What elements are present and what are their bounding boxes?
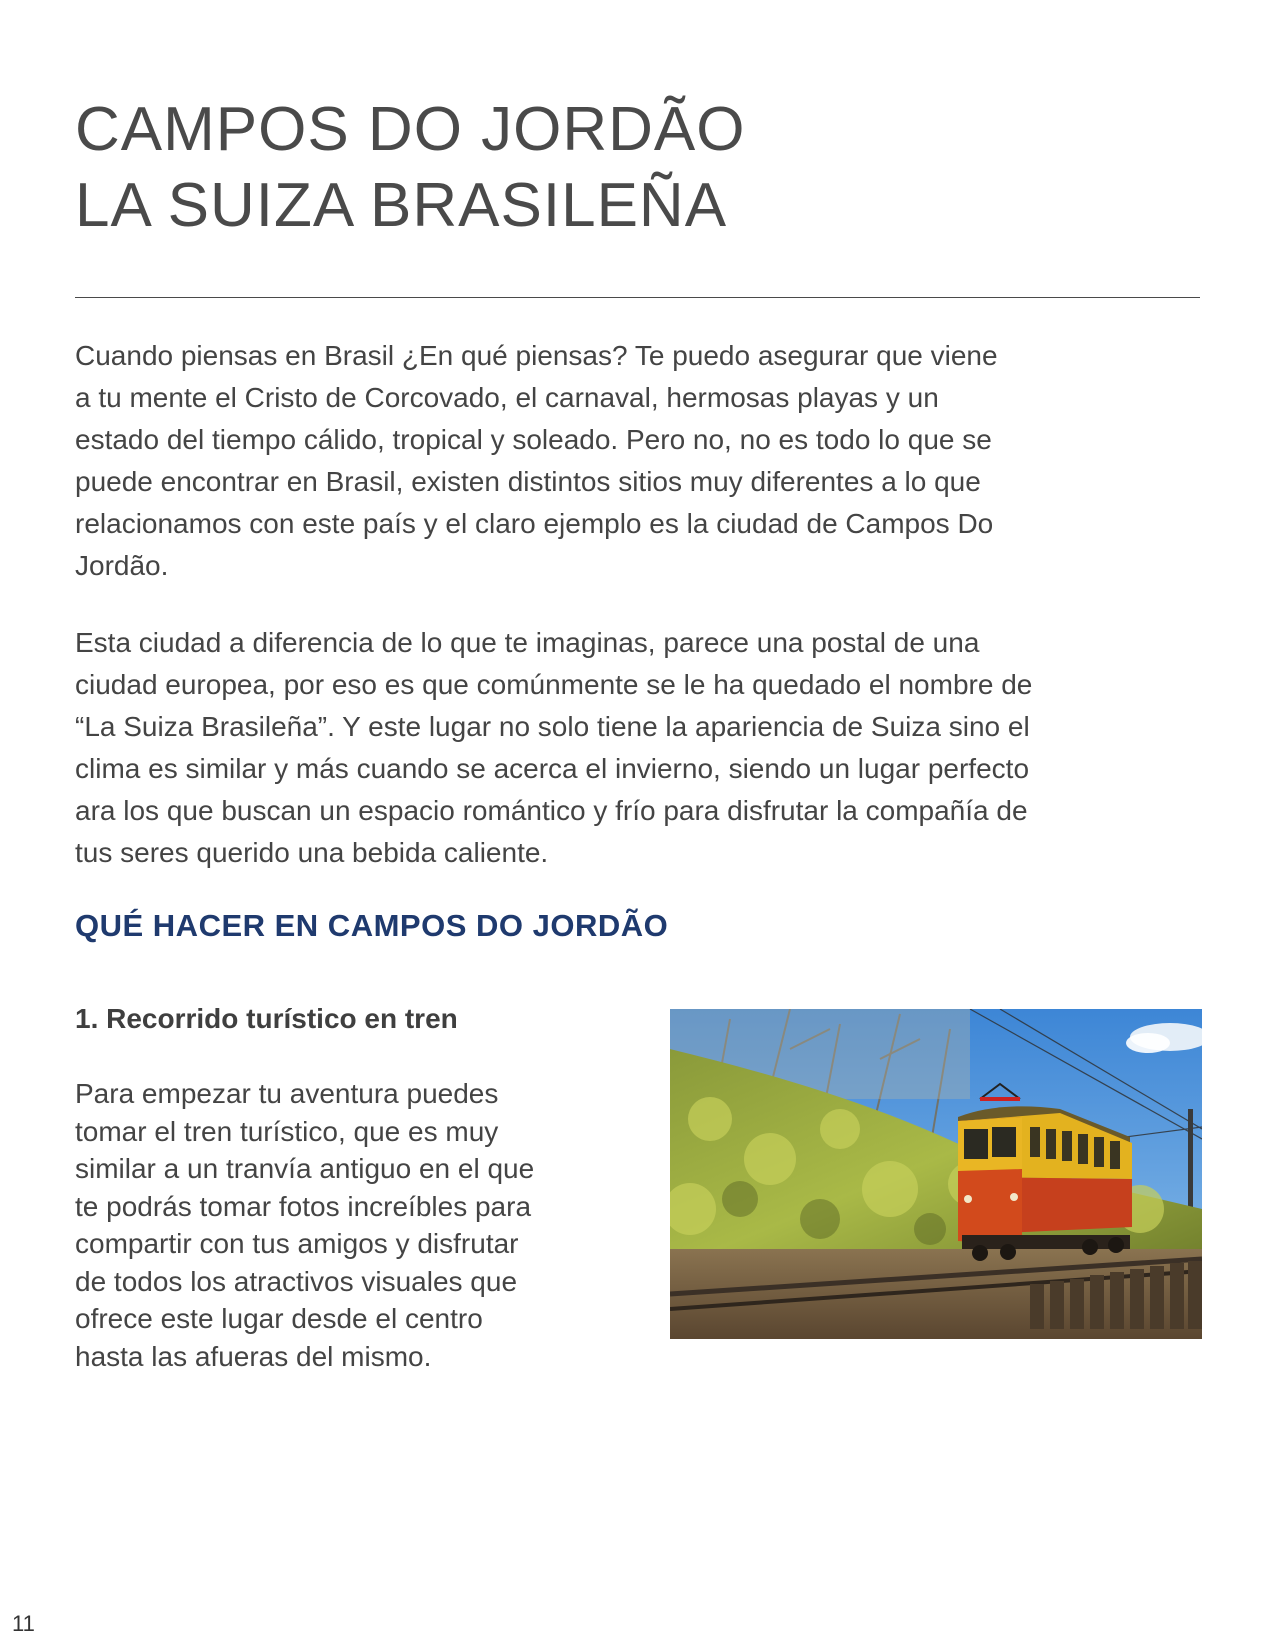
- second-line: tus seres querido una bebida caliente.: [75, 837, 549, 868]
- title-line-1: CAMPOS DO JORDÃO: [75, 95, 746, 164]
- tourist-train-photo: [670, 1009, 1202, 1339]
- second-line: ara los que buscan un espacio romántico y frío para disfrutar la compañía de: [75, 795, 1028, 826]
- second-paragraph: [75, 622, 1200, 874]
- item-line: de todos los atractivos visuales que: [75, 1265, 518, 1297]
- intro-line: estado del tiempo cálido, tropical y soleado. Pero no, no es todo lo que se: [75, 424, 992, 455]
- item-line: similar a un tranvía antiguo en el que: [75, 1153, 535, 1184]
- page-title: [75, 92, 746, 244]
- intro-line: Cuando piensas en Brasil ¿En qué piensas? Te puedo asegurar que viene: [75, 340, 998, 371]
- intro-line: a tu mente el Cristo de Corcovado, el carnaval, hermosas playas y un: [75, 382, 939, 413]
- intro-paragraph: [75, 335, 1200, 587]
- item-line: te podrás tomar fotos increíbles para: [75, 1190, 532, 1222]
- item-line: compartir con tus amigos y disfrutar: [75, 1228, 519, 1259]
- second-line: Esta ciudad a diferencia de lo que te imaginas, parece una postal de una: [75, 627, 980, 658]
- item-heading: 1. Recorrido turístico en tren: [75, 1003, 458, 1034]
- section-heading: QUÉ HACER EN CAMPOS DO JORDÃO: [75, 908, 669, 943]
- second-line: “La Suiza Brasileña”. Y este lugar no solo tiene la apariencia de Suiza sino el: [75, 711, 1030, 742]
- item-line: tomar el tren turístico, que es muy: [75, 1115, 499, 1147]
- item-line: ofrece este lugar desde el centro: [75, 1303, 483, 1334]
- intro-line: relacionamos con este país y el claro ejemplo es la ciudad de Campos Do: [75, 508, 994, 539]
- intro-line: Jordão.: [75, 550, 169, 581]
- item-paragraph: [75, 1075, 635, 1375]
- intro-line: puede encontrar en Brasil, existen distintos sitios muy diferentes a lo que: [75, 466, 981, 497]
- second-line: ciudad europea, por eso es que comúnmente se le ha quedado el nombre de: [75, 669, 1033, 700]
- page-number: 11: [12, 1611, 35, 1636]
- title-line-2: LA SUIZA BRASILEÑA: [75, 171, 728, 240]
- item-line: hasta las afueras del mismo.: [75, 1340, 432, 1372]
- item-line: Para empezar tu aventura puedes: [75, 1078, 499, 1109]
- title-divider: [75, 297, 1200, 298]
- second-line: clima es similar y más cuando se acerca el invierno, siendo un lugar perfecto: [75, 753, 1030, 784]
